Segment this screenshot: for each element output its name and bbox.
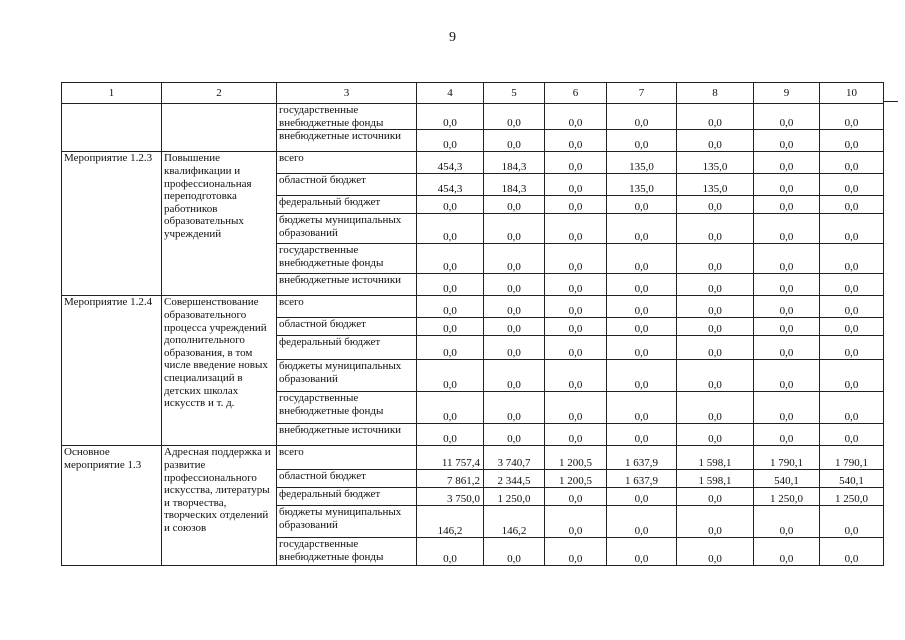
value-cell: 0,0 (754, 214, 820, 244)
value-cell: 0,0 (820, 196, 884, 214)
value-cell: 0,0 (545, 244, 607, 274)
value-cell: 0,0 (607, 488, 677, 506)
value-cell: 0,0 (754, 360, 820, 392)
value-cell: 0,0 (545, 538, 607, 566)
value-cell: 0,0 (417, 274, 484, 296)
value-cell: 135,0 (677, 174, 754, 196)
funding-source-cell: всего (277, 152, 417, 174)
value-cell: 0,0 (545, 104, 607, 130)
table-row (62, 296, 884, 318)
value-cell: 0,0 (820, 296, 884, 318)
value-cell: 0,0 (677, 424, 754, 446)
value-cell: 0,0 (754, 152, 820, 174)
funding-source-cell: государственные внебюджетные фонды (277, 244, 417, 274)
value-cell: 1 598,1 (677, 470, 754, 488)
funding-source-cell: бюджеты муниципальных образований (277, 360, 417, 392)
value-cell: 1 637,9 (607, 470, 677, 488)
value-cell: 135,0 (677, 152, 754, 174)
value-cell: 0,0 (677, 244, 754, 274)
value-cell: 0,0 (754, 506, 820, 538)
value-cell: 0,0 (607, 196, 677, 214)
value-cell: 0,0 (820, 214, 884, 244)
value-cell: 0,0 (417, 196, 484, 214)
funding-source-cell: государственные внебюджетные фонды (277, 104, 417, 130)
value-cell: 1 790,1 (820, 446, 884, 470)
value-cell: 0,0 (607, 274, 677, 296)
value-cell: 0,0 (417, 392, 484, 424)
value-cell: 1 200,5 (545, 446, 607, 470)
value-cell: 0,0 (820, 318, 884, 336)
value-cell: 0,0 (607, 244, 677, 274)
value-cell: 146,2 (484, 506, 545, 538)
value-cell: 0,0 (754, 538, 820, 566)
value-cell: 0,0 (754, 130, 820, 152)
value-cell: 0,0 (417, 296, 484, 318)
value-cell: 0,0 (545, 152, 607, 174)
funding-source-cell: государственные внебюджетные фонды (277, 392, 417, 424)
value-cell: 135,0 (607, 174, 677, 196)
value-cell: 0,0 (545, 506, 607, 538)
value-cell: 0,0 (820, 174, 884, 196)
value-cell: 0,0 (677, 214, 754, 244)
value-cell: 0,0 (417, 424, 484, 446)
value-cell: 0,0 (820, 336, 884, 360)
funding-source-cell: федеральный бюджет (277, 336, 417, 360)
funding-source-cell: всего (277, 296, 417, 318)
value-cell: 0,0 (484, 196, 545, 214)
value-cell: 540,1 (820, 470, 884, 488)
value-cell: 11 757,4 (417, 446, 484, 470)
value-cell: 0,0 (754, 296, 820, 318)
value-cell: 1 637,9 (607, 446, 677, 470)
value-cell: 0,0 (607, 424, 677, 446)
description-cell: Адресная поддержка и развитие профессионального искусства, литературы и творчества, творческих отделений и союзов (162, 446, 277, 566)
value-cell: 0,0 (607, 506, 677, 538)
column-number-header: 1 (62, 83, 162, 104)
table-row (62, 104, 884, 130)
value-cell: 0,0 (484, 130, 545, 152)
funding-source-cell: внебюджетные источники (277, 274, 417, 296)
value-cell: 1 250,0 (754, 488, 820, 506)
value-cell: 0,0 (607, 538, 677, 566)
value-cell: 0,0 (677, 196, 754, 214)
value-cell: 0,0 (607, 360, 677, 392)
value-cell: 0,0 (417, 318, 484, 336)
value-cell: 7 861,2 (417, 470, 484, 488)
table-row (62, 152, 884, 174)
value-cell: 0,0 (484, 244, 545, 274)
funding-source-cell: бюджеты муниципальных образований (277, 214, 417, 244)
value-cell: 454,3 (417, 174, 484, 196)
value-cell: 0,0 (417, 538, 484, 566)
value-cell: 1 598,1 (677, 446, 754, 470)
value-cell: 0,0 (820, 104, 884, 130)
value-cell: 0,0 (607, 336, 677, 360)
value-cell: 0,0 (820, 244, 884, 274)
funding-source-cell: федеральный бюджет (277, 488, 417, 506)
description-cell: Повышение квалификации и профессиональная переподготовка работников образовательных учреждений (162, 152, 277, 296)
funding-source-cell: государственные внебюджетные фонды (277, 538, 417, 566)
value-cell: 0,0 (607, 130, 677, 152)
value-cell: 0,0 (820, 274, 884, 296)
value-cell: 0,0 (677, 336, 754, 360)
value-cell: 1 250,0 (484, 488, 545, 506)
value-cell: 0,0 (820, 392, 884, 424)
value-cell: 0,0 (545, 214, 607, 244)
value-cell: 0,0 (754, 392, 820, 424)
value-cell: 0,0 (754, 318, 820, 336)
value-cell: 0,0 (484, 214, 545, 244)
value-cell: 0,0 (820, 130, 884, 152)
value-cell: 0,0 (677, 392, 754, 424)
value-cell: 0,0 (545, 130, 607, 152)
measure-cell: Основное мероприятие 1.3 (62, 446, 162, 566)
value-cell: 0,0 (754, 274, 820, 296)
value-cell: 2 344,5 (484, 470, 545, 488)
budget-table (61, 82, 884, 566)
value-cell: 0,0 (545, 174, 607, 196)
value-cell: 0,0 (754, 196, 820, 214)
value-cell: 0,0 (545, 296, 607, 318)
value-cell: 0,0 (754, 336, 820, 360)
value-cell: 0,0 (607, 392, 677, 424)
funding-source-cell: внебюджетные источники (277, 130, 417, 152)
value-cell: 0,0 (607, 296, 677, 318)
value-cell: 0,0 (545, 336, 607, 360)
value-cell: 0,0 (417, 104, 484, 130)
value-cell: 0,0 (545, 318, 607, 336)
value-cell: 0,0 (820, 424, 884, 446)
value-cell: 1 250,0 (820, 488, 884, 506)
column-number-header: 4 (417, 83, 484, 104)
description-cell (162, 104, 277, 152)
value-cell: 0,0 (820, 538, 884, 566)
value-cell: 0,0 (417, 214, 484, 244)
value-cell: 0,0 (545, 196, 607, 214)
value-cell: 0,0 (607, 104, 677, 130)
value-cell: 0,0 (484, 274, 545, 296)
value-cell: 0,0 (484, 360, 545, 392)
measure-cell: Мероприятие 1.2.4 (62, 296, 162, 446)
value-cell: 0,0 (545, 274, 607, 296)
value-cell: 540,1 (754, 470, 820, 488)
value-cell: 0,0 (677, 318, 754, 336)
value-cell: 0,0 (754, 424, 820, 446)
value-cell: 0,0 (754, 244, 820, 274)
value-cell: 0,0 (677, 506, 754, 538)
funding-source-cell: внебюджетные источники (277, 424, 417, 446)
value-cell: 0,0 (820, 360, 884, 392)
page-number: 9 (449, 30, 456, 45)
value-cell: 0,0 (677, 130, 754, 152)
value-cell: 0,0 (754, 104, 820, 130)
value-cell: 0,0 (484, 104, 545, 130)
value-cell: 0,0 (484, 318, 545, 336)
table-row (62, 446, 884, 470)
column-number-header: 6 (545, 83, 607, 104)
value-cell: 0,0 (417, 244, 484, 274)
column-number-header: 10 (820, 83, 884, 104)
value-cell: 0,0 (484, 424, 545, 446)
value-cell: 135,0 (607, 152, 677, 174)
value-cell: 0,0 (677, 360, 754, 392)
value-cell: 0,0 (677, 274, 754, 296)
column-number-header: 7 (607, 83, 677, 104)
value-cell: 3 750,0 (417, 488, 484, 506)
description-cell: Совершенствование образовательного процесса учреждений дополнительного образования, в том числе введение новых специализаций в детских школах искусств и т. д. (162, 296, 277, 446)
value-cell: 0,0 (607, 318, 677, 336)
column-number-header: 3 (277, 83, 417, 104)
value-cell: 0,0 (417, 360, 484, 392)
value-cell: 146,2 (417, 506, 484, 538)
value-cell: 0,0 (417, 130, 484, 152)
funding-source-cell: областной бюджет (277, 174, 417, 196)
value-cell: 0,0 (754, 174, 820, 196)
funding-source-cell: областной бюджет (277, 318, 417, 336)
value-cell: 0,0 (417, 336, 484, 360)
funding-source-cell: областной бюджет (277, 470, 417, 488)
value-cell: 0,0 (484, 296, 545, 318)
measure-cell (62, 104, 162, 152)
column-number-header: 5 (484, 83, 545, 104)
value-cell: 1 200,5 (545, 470, 607, 488)
value-cell: 0,0 (820, 506, 884, 538)
value-cell: 0,0 (484, 538, 545, 566)
value-cell: 184,3 (484, 174, 545, 196)
value-cell: 0,0 (677, 538, 754, 566)
value-cell: 184,3 (484, 152, 545, 174)
value-cell: 0,0 (545, 392, 607, 424)
value-cell: 1 790,1 (754, 446, 820, 470)
value-cell: 0,0 (545, 488, 607, 506)
funding-source-cell: всего (277, 446, 417, 470)
column-number-row (62, 83, 884, 104)
value-cell: 0,0 (484, 392, 545, 424)
value-cell: 0,0 (677, 104, 754, 130)
header-rule-extension (884, 101, 898, 102)
value-cell: 0,0 (545, 360, 607, 392)
value-cell: 3 740,7 (484, 446, 545, 470)
value-cell: 0,0 (484, 336, 545, 360)
funding-source-cell: бюджеты муниципальных образований (277, 506, 417, 538)
funding-source-cell: федеральный бюджет (277, 196, 417, 214)
value-cell: 0,0 (677, 488, 754, 506)
column-number-header: 9 (754, 83, 820, 104)
value-cell: 454,3 (417, 152, 484, 174)
measure-cell: Мероприятие 1.2.3 (62, 152, 162, 296)
value-cell: 0,0 (820, 152, 884, 174)
value-cell: 0,0 (607, 214, 677, 244)
column-number-header: 2 (162, 83, 277, 104)
value-cell: 0,0 (677, 296, 754, 318)
value-cell: 0,0 (545, 424, 607, 446)
column-number-header: 8 (677, 83, 754, 104)
